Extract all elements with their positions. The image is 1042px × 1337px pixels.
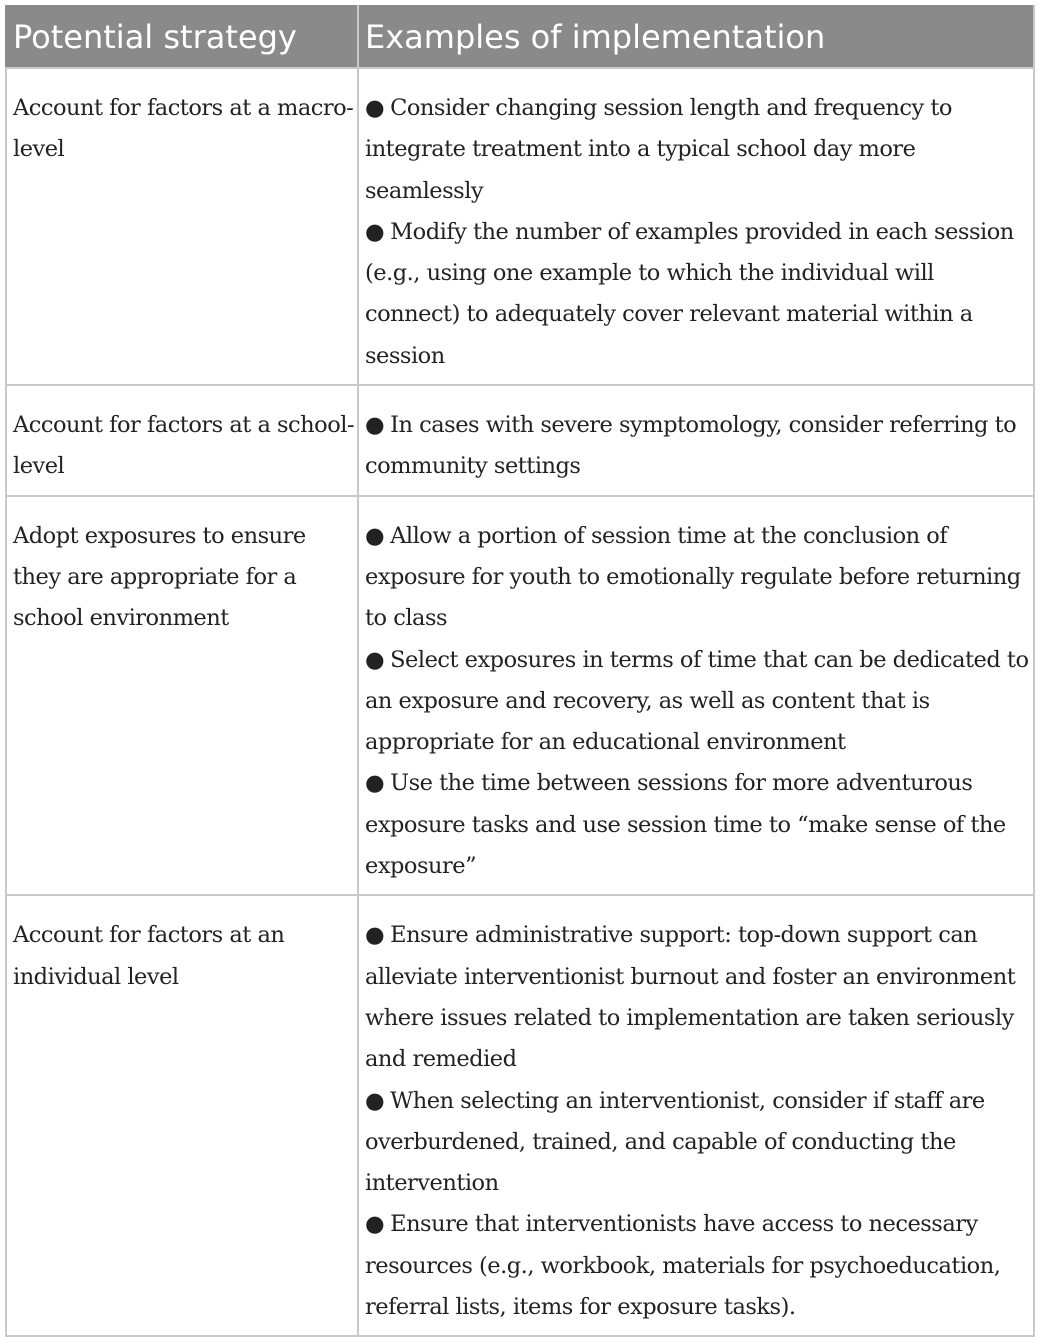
examples-cell xyxy=(358,895,1034,1336)
example-bullet xyxy=(365,1081,1033,1205)
examples-cell xyxy=(358,496,1034,896)
example-text: Allow a portion of session time at the conclusion of exposure for youth to emotionally regulate before returning to class xyxy=(365,522,1021,632)
example-bullet xyxy=(365,516,1033,640)
bullet-dot-icon: ● xyxy=(365,218,385,245)
examples-cell xyxy=(358,385,1034,496)
example-text: Use the time between sessions for more adventurous exposure tasks and use session time to “make sense of the exposure” xyxy=(365,770,1006,880)
example-bullet xyxy=(365,1204,1033,1328)
example-bullet xyxy=(365,405,1033,488)
bullet-dot-icon: ● xyxy=(365,1211,385,1238)
table-row xyxy=(6,895,1034,1336)
header-potential-strategy: Potential strategy xyxy=(6,6,358,68)
example-text: In cases with severe symptomology, consider referring to community settings xyxy=(365,412,1017,480)
example-text: Ensure that interventionists have access to necessary resources (e.g., workbook, materials for psychoeducation, referral lists, items for exposure tasks). xyxy=(365,1211,1001,1321)
example-bullet xyxy=(365,212,1033,377)
strategy-cell: Adopt exposures to ensure they are appropriate for a school environment xyxy=(6,496,358,896)
bullet-dot-icon: ● xyxy=(365,412,385,439)
strategy-cell: Account for factors at an individual level xyxy=(6,895,358,1336)
bullet-dot-icon: ● xyxy=(365,922,385,949)
example-bullet xyxy=(365,88,1033,212)
header-examples-of-implementation: Examples of implementation xyxy=(358,6,1034,68)
example-bullet xyxy=(365,763,1033,887)
example-text: Consider changing session length and frequency to integrate treatment into a typical school day more seamlessly xyxy=(365,95,952,204)
example-bullet xyxy=(365,915,1033,1080)
example-bullet xyxy=(365,640,1033,764)
table-header-row xyxy=(6,6,1034,68)
strategy-cell: Account for factors at a school-level xyxy=(6,385,358,496)
bullet-dot-icon: ● xyxy=(365,522,385,549)
table-row xyxy=(6,68,1034,385)
example-text: Ensure administrative support: top-down support can alleviate interventionist burnout and foster an environment where issues related to implementation are taken seriously and remedied xyxy=(365,922,1016,1073)
example-text: Select exposures in terms of time that can be dedicated to an exposure and recovery, as well as content that is appropriate for an educational environment xyxy=(365,646,1029,756)
example-text: Modify the number of examples provided in each session (e.g., using one example to which the individual will connect) to adequately cover relevant material within a session xyxy=(365,218,1014,369)
bullet-dot-icon: ● xyxy=(365,770,385,797)
bullet-dot-icon: ● xyxy=(365,646,385,673)
examples-cell xyxy=(358,68,1034,385)
bullet-dot-icon: ● xyxy=(365,95,385,121)
table-row xyxy=(6,496,1034,896)
example-text: When selecting an interventionist, consider if staff are overburdened, trained, and capable of conducting the intervention xyxy=(365,1087,985,1197)
bullet-dot-icon: ● xyxy=(365,1087,385,1114)
strategy-table xyxy=(5,5,1035,1337)
table-row xyxy=(6,385,1034,496)
strategy-cell: Account for factors at a macro-level xyxy=(6,68,358,385)
